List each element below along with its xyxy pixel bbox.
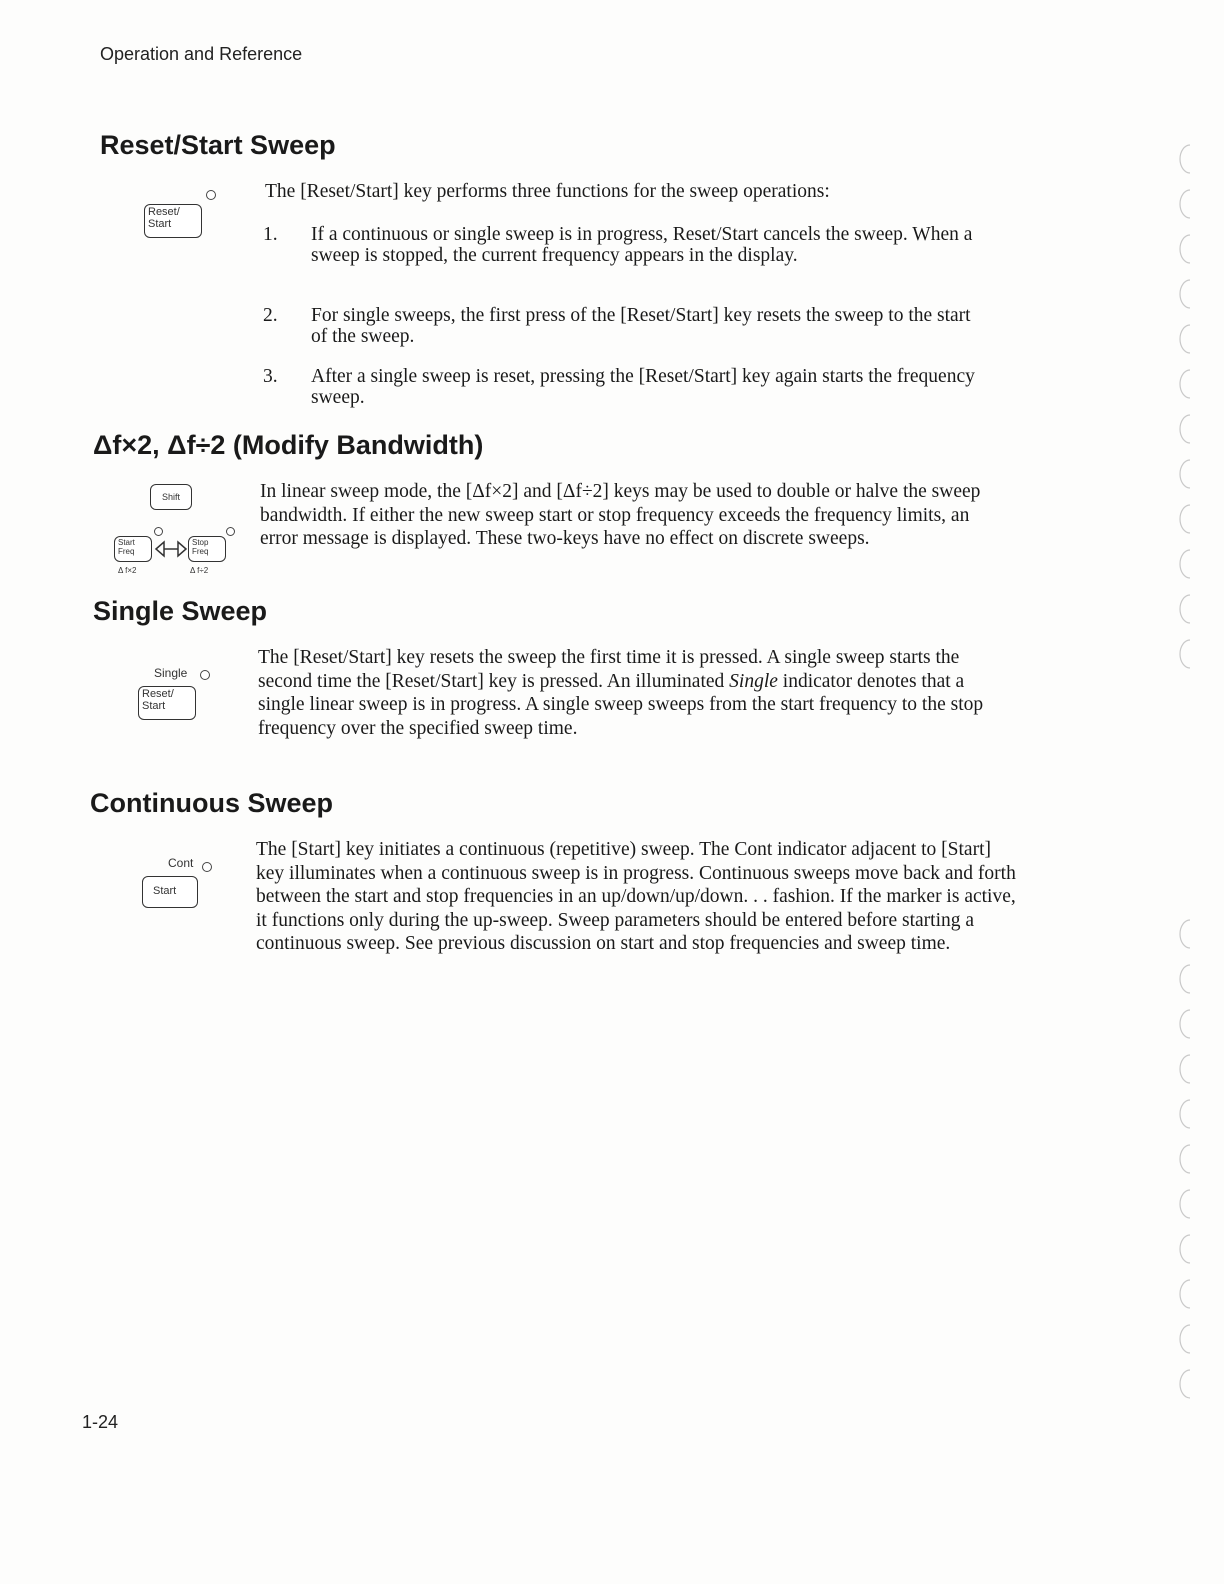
start-key-label-line2: Freq [118,547,135,556]
shift-label-left: Δ f×2 [118,566,137,575]
reset-start-key-icon [144,204,202,238]
single-indicator-italic: Single [729,670,778,692]
start-key-icon [142,876,198,908]
shift-key-label: Shift [161,492,180,502]
continuous-sweep-key-illustration [138,854,228,914]
heading-reset-start-sweep: Reset/Start Sweep [100,130,336,160]
list-item [263,224,1003,290]
heading-continuous-sweep: Continuous Sweep [90,788,333,818]
start-key-label: Start [153,885,177,897]
stop-key-label-line2: Freq [192,547,209,556]
key-label-line1: Reset/ [142,688,174,700]
list-item [263,366,1003,410]
cont-indicator-label: Cont [168,856,194,870]
indicator-led-icon [206,190,216,200]
list-item-text: If a continuous or single sweep is in progress, Reset/Start cancels the sweep. When a sweep is stopped, the current frequency appears in the display. [311,224,973,266]
list-item-text: For single sweeps, the first press of the [Reset/Start] key resets the sweep to the start of the sweep. [311,305,971,347]
page-number: 1-24 [82,1412,119,1432]
indicator-led-icon [202,862,212,872]
binder-rings-decoration [1160,120,1200,1420]
indicator-led-icon [154,527,163,536]
single-sweep-key-illustration [136,664,226,724]
stop-key-label-line1: Stop [192,538,209,547]
start-key-label-line1: Start [118,538,135,547]
single-sweep-text [258,646,1010,740]
key-label-line2: Start [148,218,172,230]
single-sweep-text-part1: The [Reset/Start] key resets the sweep the first time it is pressed. A single sweep starts the second time the [Reset/Start] key is pressed. An illuminated [258,647,960,692]
heading-single-sweep: Single Sweep [93,596,268,626]
list-item-number: 2. [263,305,278,326]
modify-bandwidth-text: In linear sweep mode, the [Δf×2] and [Δf÷2] keys may be used to double or halve the sweep bandwidth. If either the new sweep start or stop frequency exceeds the frequency limits, an error message is displayed. These two-keys have no effect on discrete sweeps. [260,481,981,549]
list-item [263,305,1003,349]
indicator-led-icon [200,670,210,680]
indicator-led-icon [226,527,235,536]
stop-freq-key-icon [188,536,226,562]
running-head: Operation and Reference [100,44,303,64]
continuous-sweep-text: The [Start] key initiates a continuous (repetitive) sweep. The Cont indicator adjacent to [Start] key illuminates when a continuous sweep is in progress. Continuous sweeps move back and forth between the start and stop frequencies in an up/down/up/down. . . fashion. If the marker is active, it functions only during the up-sweep. Sweep parameters should be entered before starting a continuous sweep. See previous discussion on start and stop frequencies and sweep time. [256,839,1016,954]
heading-modify-bandwidth: Δf×2, Δf÷2 (Modify Bandwidth) [93,430,484,460]
list-item-number: 3. [263,366,278,387]
arrow-left-right-icon [154,538,188,560]
reset-start-intro: The [Reset/Start] key performs three functions for the sweep operations: [265,181,830,202]
reset-start-key-icon [138,686,196,720]
start-freq-key-icon [114,536,152,562]
list-item-number: 1. [263,224,278,245]
key-label-line2: Start [142,700,166,712]
single-indicator-label: Single [154,666,188,680]
key-label-line1: Reset/ [148,206,180,218]
single-sweep-text-part2: indicator denotes that a single linear sweep is in progress. A single sweep sweeps from the start frequency to the stop frequency over the specified sweep time. [258,670,984,739]
list-item-text: After a single sweep is reset, pressing the [Reset/Start] key again starts the frequency sweep. [311,366,975,408]
shift-label-right: Δ f÷2 [190,566,209,575]
bandwidth-keys-illustration [112,480,242,580]
shift-key-icon [150,484,192,510]
reset-start-key-illustration [140,186,230,242]
